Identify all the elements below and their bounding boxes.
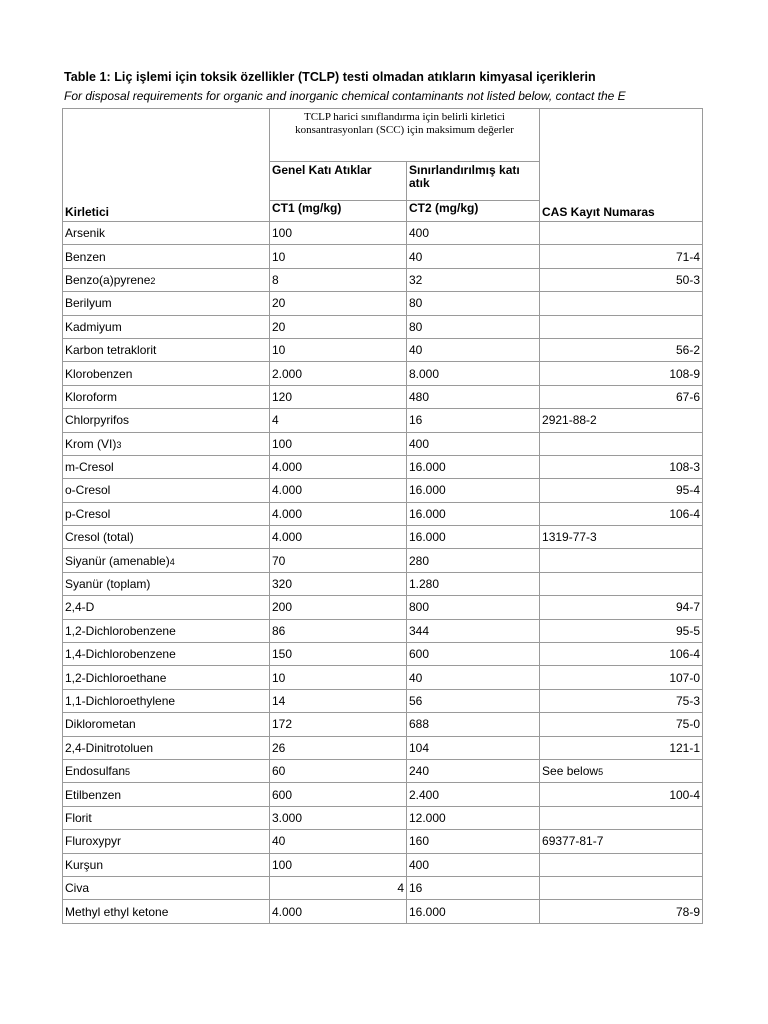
header-contaminant: Kirletici [63, 109, 270, 222]
cas-number-text: See below [542, 764, 599, 779]
contaminant-name: p-Cresol [65, 506, 111, 521]
contaminant-name: Chlorpyrifos [65, 413, 130, 428]
contaminant-name-cell [63, 643, 270, 666]
table-row [63, 222, 703, 245]
contaminant-name-cell [63, 455, 270, 478]
cas-number-text: 71-4 [675, 249, 701, 264]
ct2-value: 688 [407, 713, 540, 736]
ct2-value: 240 [407, 759, 540, 782]
table-row [63, 830, 703, 853]
contaminant-name: 1,2-Dichlorobenzene [65, 623, 176, 638]
table-row [63, 502, 703, 525]
ct2-value: 32 [407, 268, 540, 291]
contaminant-name-cell [63, 526, 270, 549]
cas-number [540, 222, 703, 245]
contaminant-name-cell [63, 876, 270, 899]
contaminant-name-cell [63, 783, 270, 806]
contaminant-name: Civa [65, 881, 90, 896]
contaminant-name: o-Cresol [65, 483, 111, 498]
contaminant-name: Diklorometan [65, 717, 136, 732]
contaminant-name-cell [63, 292, 270, 315]
ct1-value: 20 [270, 292, 407, 315]
contaminant-name-cell [63, 806, 270, 829]
footnote-marker: 3 [116, 439, 122, 450]
ct2-value: 400 [407, 432, 540, 455]
cas-number [540, 830, 703, 853]
cas-number [540, 245, 703, 268]
ct1-value: 70 [270, 549, 407, 572]
contaminant-name-cell [63, 502, 270, 525]
ct2-value: 280 [407, 549, 540, 572]
cas-number-text: 106-4 [669, 506, 701, 521]
cas-number [540, 853, 703, 876]
ct2-value: 16.000 [407, 502, 540, 525]
table-row [63, 385, 703, 408]
contaminant-name-cell [63, 479, 270, 502]
contaminant-name-cell [63, 549, 270, 572]
ct1-value: 150 [270, 643, 407, 666]
contaminant-name: Karbon tetraklorit [65, 343, 157, 358]
ct1-value: 100 [270, 853, 407, 876]
contaminant-name-cell [63, 736, 270, 759]
table-row [63, 900, 703, 923]
ct1-value: 10 [270, 338, 407, 361]
table-row [63, 596, 703, 619]
contaminant-name-cell [63, 385, 270, 408]
cas-number-text: 78-9 [675, 904, 701, 919]
header-ct1: CT1 (mg/kg) [270, 201, 407, 222]
cas-number [540, 479, 703, 502]
contaminant-name: Krom (VI) [65, 436, 117, 451]
ct1-value: 40 [270, 830, 407, 853]
cas-number-text: 56-2 [675, 343, 701, 358]
contaminant-name: 2,4-D [65, 600, 95, 615]
table-row [63, 572, 703, 595]
contaminant-name-cell [63, 666, 270, 689]
cas-number [540, 502, 703, 525]
ct1-value: 4.000 [270, 502, 407, 525]
table-row [63, 245, 703, 268]
ct1-value: 4.000 [270, 479, 407, 502]
ct1-value: 3.000 [270, 806, 407, 829]
ct1-value: 60 [270, 759, 407, 782]
contaminant-name: Kadmiyum [65, 319, 122, 334]
contaminant-name: Benzen [65, 249, 106, 264]
cas-number-text: 1319-77-3 [542, 530, 597, 545]
ct2-value: 2.400 [407, 783, 540, 806]
cas-number-text: 106-4 [669, 647, 701, 662]
ct2-value: 56 [407, 689, 540, 712]
contaminant-name-cell [63, 409, 270, 432]
ct2-value: 400 [407, 853, 540, 876]
cas-number [540, 596, 703, 619]
table-row [63, 759, 703, 782]
ct1-value: 4.000 [270, 455, 407, 478]
ct2-value: 40 [407, 245, 540, 268]
ct2-value: 12.000 [407, 806, 540, 829]
table-row [63, 619, 703, 642]
contaminant-name: Siyanür (amenable) [65, 553, 170, 568]
contaminant-name-cell [63, 900, 270, 923]
cas-number-text: 108-3 [669, 460, 701, 475]
ct1-value: 100 [270, 432, 407, 455]
contaminant-name-cell [63, 315, 270, 338]
cas-number [540, 292, 703, 315]
cas-number [540, 689, 703, 712]
ct2-value: 8.000 [407, 362, 540, 385]
header-ct2: CT2 (mg/kg) [407, 201, 540, 222]
table-row [63, 479, 703, 502]
table-row [63, 876, 703, 899]
contaminant-name: 1,4-Dichlorobenzene [65, 647, 176, 662]
ct1-value: 4 [270, 876, 407, 899]
ct2-value: 344 [407, 619, 540, 642]
cas-number-text: 121-1 [669, 740, 701, 755]
table-row [63, 643, 703, 666]
cas-number [540, 876, 703, 899]
cas-number-text: 95-4 [675, 483, 701, 498]
table-row [63, 713, 703, 736]
cas-number [540, 338, 703, 361]
header-scc-group: TCLP harici sınıflandırma için belirli kirletici konsantrasyonları (SCC) için maksimum değerler [270, 109, 540, 162]
cas-number [540, 409, 703, 432]
cas-number [540, 900, 703, 923]
contaminant-name: Florit [65, 810, 92, 825]
cas-number [540, 362, 703, 385]
footnote-marker: 4 [169, 556, 175, 567]
cas-number [540, 432, 703, 455]
cas-number [540, 526, 703, 549]
ct2-value: 16.000 [407, 479, 540, 502]
cas-number [540, 572, 703, 595]
cas-number [540, 619, 703, 642]
footnote-marker: 5 [125, 767, 131, 778]
contaminant-name: m-Cresol [65, 460, 114, 475]
table-row [63, 806, 703, 829]
cas-number-text: 108-9 [669, 366, 701, 381]
cas-number-text: 100-4 [669, 787, 701, 802]
contaminant-name-cell [63, 853, 270, 876]
footnote-marker: 2 [150, 275, 156, 286]
table-row [63, 409, 703, 432]
table-row [63, 549, 703, 572]
ct2-value: 16.000 [407, 526, 540, 549]
table-row [63, 432, 703, 455]
contaminant-name: Cresol (total) [65, 530, 134, 545]
contaminant-name: Endosulfan [65, 764, 126, 779]
contaminant-name: 1,2-Dichloroethane [65, 670, 167, 685]
cas-number-text: 95-5 [675, 623, 701, 638]
ct2-value: 600 [407, 643, 540, 666]
contaminant-name-cell [63, 432, 270, 455]
ct1-value: 600 [270, 783, 407, 806]
cas-number [540, 759, 703, 782]
contaminant-name-cell [63, 689, 270, 712]
contaminant-name: Benzo(a)pyrene [65, 272, 151, 287]
cas-number [540, 315, 703, 338]
ct1-value: 86 [270, 619, 407, 642]
contaminant-name: Arsenik [65, 226, 106, 241]
cas-number [540, 455, 703, 478]
table-row [63, 338, 703, 361]
table-row [63, 853, 703, 876]
header-cas: CAS Kayıt Numaras [540, 109, 703, 222]
cas-number-text: 2921-88-2 [542, 413, 597, 428]
cas-number-text: 67-6 [675, 389, 701, 404]
cas-number [540, 736, 703, 759]
ct2-value: 16 [407, 876, 540, 899]
ct2-value: 1.280 [407, 572, 540, 595]
ct1-value: 4.000 [270, 900, 407, 923]
contaminant-name-cell [63, 759, 270, 782]
table-subtitle: For disposal requirements for organic and inorganic chemical contaminants not listed below, contact the E [64, 89, 626, 103]
ct1-value: 4.000 [270, 526, 407, 549]
table-row [63, 526, 703, 549]
ct2-value: 160 [407, 830, 540, 853]
cas-number [540, 783, 703, 806]
header-general-waste: Genel Katı Atıklar [270, 162, 407, 201]
ct2-value: 400 [407, 222, 540, 245]
contaminant-name-cell [63, 572, 270, 595]
ct1-value: 120 [270, 385, 407, 408]
contaminant-name-cell [63, 338, 270, 361]
cas-number [540, 713, 703, 736]
cas-number [540, 268, 703, 291]
ct2-value: 800 [407, 596, 540, 619]
ct2-value: 16.000 [407, 455, 540, 478]
footnote-marker: 5 [598, 767, 604, 778]
ct1-value: 20 [270, 315, 407, 338]
contaminant-name: Methyl ethyl ketone [65, 904, 169, 919]
ct1-value: 10 [270, 666, 407, 689]
cas-number-text: 75-3 [675, 694, 701, 708]
table-row [63, 362, 703, 385]
ct1-value: 26 [270, 736, 407, 759]
ct2-value: 40 [407, 338, 540, 361]
cas-number [540, 666, 703, 689]
ct1-value: 10 [270, 245, 407, 268]
ct1-value: 172 [270, 713, 407, 736]
contaminant-name-cell [63, 362, 270, 385]
contaminant-name: Klorobenzen [65, 366, 133, 381]
cas-number [540, 549, 703, 572]
table-body [63, 222, 703, 924]
contaminant-name: Kloroform [65, 389, 118, 404]
ct2-value: 16 [407, 409, 540, 432]
ct1-value: 320 [270, 572, 407, 595]
ct2-value: 80 [407, 315, 540, 338]
table-row [63, 268, 703, 291]
cas-number [540, 385, 703, 408]
ct2-value: 16.000 [407, 900, 540, 923]
cas-number-text: 107-0 [669, 670, 701, 685]
table-row [63, 315, 703, 338]
contaminant-name-cell [63, 619, 270, 642]
contaminant-table [62, 108, 703, 924]
table-row [63, 666, 703, 689]
cas-number-text: 75-0 [675, 717, 701, 732]
ct1-value: 14 [270, 689, 407, 712]
contaminant-name: 1,1-Dichloroethylene [65, 694, 176, 708]
contaminant-name-cell [63, 713, 270, 736]
table-row [63, 292, 703, 315]
ct1-value: 200 [270, 596, 407, 619]
cas-number-text: 94-7 [675, 600, 701, 615]
contaminant-name: Kurşun [65, 857, 104, 872]
table-row [63, 689, 703, 712]
cas-number [540, 806, 703, 829]
contaminant-name-cell [63, 830, 270, 853]
header-restricted-waste: Sınırlandırılmış katı atık [407, 162, 540, 201]
ct2-value: 104 [407, 736, 540, 759]
table-row [63, 455, 703, 478]
contaminant-name-cell [63, 268, 270, 291]
ct1-value: 100 [270, 222, 407, 245]
ct1-value: 2.000 [270, 362, 407, 385]
contaminant-name-cell [63, 596, 270, 619]
contaminant-name-cell [63, 245, 270, 268]
table-row [63, 736, 703, 759]
cas-number-text: 69377-81-7 [542, 834, 604, 849]
ct2-value: 40 [407, 666, 540, 689]
contaminant-name: Etilbenzen [65, 787, 122, 802]
cas-number [540, 643, 703, 666]
ct1-value: 8 [270, 268, 407, 291]
contaminant-name: Fluroxypyr [65, 834, 122, 849]
table-row [63, 783, 703, 806]
contaminant-name: Syanür (toplam) [65, 577, 151, 592]
ct2-value: 480 [407, 385, 540, 408]
contaminant-name-cell [63, 222, 270, 245]
cas-number-text: 50-3 [675, 272, 701, 287]
table-title: Table 1: Liç işlemi için toksik özellikler (TCLP) testi olmadan atıkların kimyasal içeriklerin [64, 70, 596, 84]
ct1-value: 4 [270, 409, 407, 432]
contaminant-name: Berilyum [65, 296, 112, 311]
ct2-value: 80 [407, 292, 540, 315]
contaminant-name: 2,4-Dinitrotoluen [65, 740, 154, 755]
